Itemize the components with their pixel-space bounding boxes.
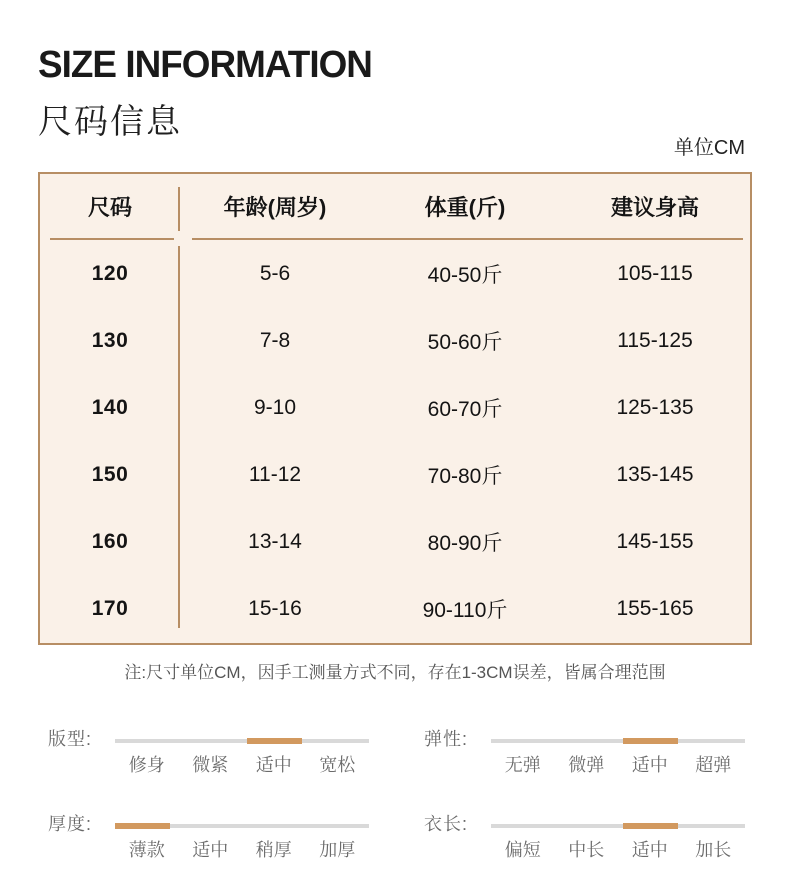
attr-option: 薄款 xyxy=(128,840,165,860)
size-table-body xyxy=(40,240,750,643)
cell-age: 11-12 xyxy=(248,463,302,487)
attr-label: 衣长: xyxy=(424,814,469,834)
attr-option: 适中 xyxy=(192,840,229,860)
cell-size: 120 xyxy=(91,261,129,285)
attr-option: 加长 xyxy=(695,840,732,860)
attr-active-segment xyxy=(247,738,302,744)
attr-options xyxy=(491,836,745,862)
attribute-panel xyxy=(48,726,745,862)
attr-track xyxy=(115,739,369,743)
cell-height: 125-135 xyxy=(616,395,694,419)
cell-height: 145-155 xyxy=(616,530,694,554)
cell-size: 170 xyxy=(91,597,129,621)
size-table xyxy=(38,172,752,645)
attr-options xyxy=(491,751,745,777)
cell-height: 105-115 xyxy=(617,261,693,285)
attr-group xyxy=(424,726,745,777)
attr-option: 宽松 xyxy=(319,755,356,775)
header-age: 年龄(周岁) xyxy=(223,194,327,220)
attr-option: 加厚 xyxy=(319,840,356,860)
cell-size: 130 xyxy=(91,328,129,352)
attr-option: 无弹 xyxy=(504,755,541,775)
attr-options xyxy=(115,751,369,777)
cell-age: 5-6 xyxy=(259,261,291,285)
attr-bar xyxy=(115,738,369,744)
page-title-en: SIZE INFORMATION xyxy=(38,44,372,86)
table-row xyxy=(40,509,750,576)
attr-option: 适中 xyxy=(631,840,668,860)
attr-option: 微弹 xyxy=(568,755,605,775)
cell-weight: 80-90斤 xyxy=(427,532,503,556)
cell-weight: 50-60斤 xyxy=(427,330,503,354)
table-row xyxy=(40,240,750,307)
attr-option: 修身 xyxy=(128,755,165,775)
attr-group xyxy=(48,726,369,777)
cell-age: 9-10 xyxy=(253,395,297,419)
attr-option: 稍厚 xyxy=(255,840,292,860)
attr-bar xyxy=(115,823,369,829)
attr-scale xyxy=(491,726,745,777)
cell-weight: 90-110斤 xyxy=(422,599,508,623)
unit-label: 单位CM xyxy=(673,137,745,159)
attr-group xyxy=(48,811,369,862)
attr-active-segment xyxy=(623,738,678,744)
cell-height: 135-145 xyxy=(616,463,694,487)
table-row xyxy=(40,374,750,441)
attr-track xyxy=(491,739,745,743)
attr-scale xyxy=(115,811,369,862)
attr-label: 版型: xyxy=(48,729,93,749)
size-table-header-row xyxy=(40,174,750,238)
attr-option: 适中 xyxy=(631,755,668,775)
page-title-zh: 尺码信息 xyxy=(38,103,182,141)
attr-scale xyxy=(115,726,369,777)
cell-weight: 60-70斤 xyxy=(427,397,503,421)
table-row xyxy=(40,576,750,643)
attr-active-segment xyxy=(623,823,678,829)
table-row xyxy=(40,307,750,374)
header-size: 尺码 xyxy=(87,194,132,220)
cell-weight: 70-80斤 xyxy=(427,465,503,489)
attr-option: 偏短 xyxy=(504,840,541,860)
header-weight: 体重(斤) xyxy=(424,194,506,220)
table-row xyxy=(40,442,750,509)
cell-age: 15-16 xyxy=(248,597,302,621)
attr-label: 厚度: xyxy=(48,814,93,834)
header-height: 建议身高 xyxy=(610,194,699,220)
attr-group xyxy=(424,811,745,862)
cell-height: 155-165 xyxy=(616,597,694,621)
cell-size: 150 xyxy=(91,463,129,487)
measurement-note: 注:尺寸单位CM，因手工测量方式不同，存在1-3CM误差，皆属合理范围 xyxy=(124,663,666,682)
column-divider-top xyxy=(178,187,180,231)
attr-label: 弹性: xyxy=(424,729,469,749)
attr-options xyxy=(115,836,369,862)
cell-age: 7-8 xyxy=(259,328,291,352)
cell-size: 140 xyxy=(91,395,129,419)
cell-weight: 40-50斤 xyxy=(427,263,503,287)
attr-option: 微紧 xyxy=(192,755,229,775)
attr-track xyxy=(491,824,745,828)
cell-age: 13-14 xyxy=(248,530,302,554)
cell-size: 160 xyxy=(91,530,129,554)
attr-bar xyxy=(491,823,745,829)
attr-active-segment xyxy=(115,823,170,829)
attr-option: 中长 xyxy=(568,840,605,860)
cell-height: 115-125 xyxy=(617,328,693,352)
attr-option: 超弹 xyxy=(695,755,732,775)
attr-scale xyxy=(491,811,745,862)
attr-bar xyxy=(491,738,745,744)
attr-option: 适中 xyxy=(255,755,292,775)
